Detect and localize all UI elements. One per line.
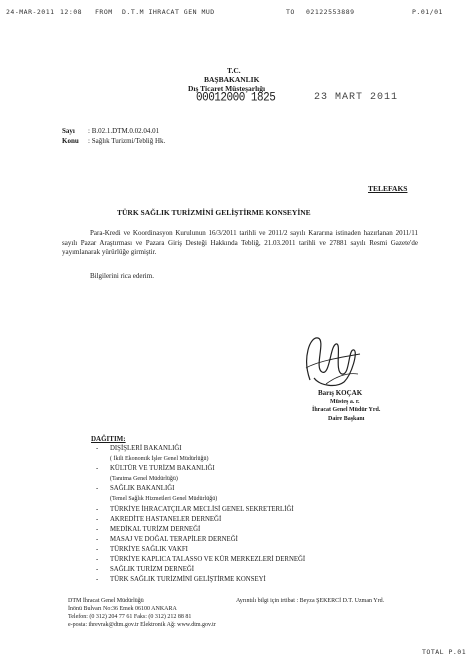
distribution-item-label: TÜRKİYE İHRACATÇILAR MECLİSİ GENEL SEKRETERLİĞİ	[110, 505, 294, 513]
distribution-item	[96, 555, 305, 565]
distribution-list	[96, 444, 305, 585]
distribution-item-label: MASAJ VE DOĞAL TERAPİLER DERNEĞİ	[110, 535, 238, 543]
footer-org: DTM İhracat Genel Müdürlüğü	[68, 598, 144, 604]
distribution-bullet: -	[96, 485, 99, 493]
footer-address: İnönü Bulvarı No:36 Emek 06100 ANKARA	[68, 606, 177, 612]
konu-value: : Sağlık Turizmi/Tebliğ Hk.	[88, 137, 166, 145]
konu-label: Konu	[62, 137, 79, 145]
distribution-item	[96, 575, 305, 585]
distribution-item-label: SAĞLIK BAKANLIĞI	[110, 485, 175, 493]
distribution-bullet: -	[96, 515, 99, 523]
fax-from: D.T.M IHRACAT GEN MUD	[122, 8, 215, 16]
registry-stamp-number: 00012000 1825	[196, 91, 276, 105]
fax-from-label: FROM	[95, 8, 113, 16]
distribution-bullet: -	[96, 566, 99, 574]
signatory-name: Barış KOÇAK	[318, 389, 363, 397]
distribution-item-sub-label: (Tanıtma Genel Müdürlüğü)	[110, 476, 178, 483]
signatory-title-1: Müsteş a. r.	[330, 399, 360, 405]
distribution-item	[96, 505, 305, 515]
fax-date: 24-MAR-2011	[6, 8, 55, 16]
signatory-title-2: İhracat Genel Müdür Yrd.	[312, 407, 381, 413]
fax-to-label: TO	[286, 8, 295, 16]
distribution-item	[96, 525, 305, 535]
distribution-item-label: TÜRK SAĞLIK TURİZMİNİ GELİŞTİRME KONSEYİ	[110, 576, 266, 584]
sayi-label: Sayı	[62, 127, 75, 135]
distribution-item-label: DIŞİŞLERİ BAKANLIĞI	[110, 445, 182, 452]
distribution-item	[96, 515, 305, 525]
distribution-bullet: -	[96, 535, 99, 543]
footer-email: e-posta: ihrevrak@dtm.gov.tr Elektronik Ağ: www.dtm.gov.tr	[68, 622, 216, 628]
body-paragraph: Para-Kredi ve Koordinasyon Kurulunun 16/3/2011 tarihli ve 2011/2 sayılı Kararına istinaden hazırlanan 2011/11 sayılı Pazar Araştırması ve Pazara Giriş Desteği Hakkında Tebliğ, 21.03.2011 tarihli ve 27881 sayılı Resmi Gazete'de yayımlanarak yürürlüğe girmiştir.	[62, 229, 418, 256]
distribution-bullet: -	[96, 505, 99, 513]
distribution-bullet: -	[96, 556, 99, 564]
letterhead-ministry: BAŞBAKANLIK	[204, 75, 260, 84]
telefaks-heading: TELEFAKS	[368, 184, 408, 193]
body-closing: Bilgilerini rica ederim.	[90, 272, 154, 280]
fax-total-pages: TOTAL P.01	[422, 648, 467, 656]
footer-contact: Ayrıntılı bilgi için irtibat : Beyza ŞEKERCİ D.T. Uzman Yrd.	[236, 598, 385, 604]
footer-phone: Telefon: (0 312) 204 77 61 Faks: (0 312) 212 88 81	[68, 614, 192, 620]
distribution-item-sub-label: ( İkili Ekonomik İşler Genel Müdürlüğü)	[110, 456, 209, 463]
distribution-item	[96, 535, 305, 545]
distribution-bullet: -	[96, 445, 99, 452]
distribution-item-label: TÜRKİYE KAPLICA TALASSO VE KÜR MERKEZLERİ DERNEĞİ	[110, 556, 306, 564]
distribution-item-sub	[96, 454, 305, 464]
distribution-item	[96, 444, 305, 454]
distribution-item	[96, 464, 305, 474]
distribution-item-label: KÜLTÜR VE TURİZM BAKANLIĞI	[110, 465, 215, 473]
distribution-item-label: TÜRKİYE SAĞLIK VAKFI	[110, 545, 188, 553]
distribution-bullet: -	[96, 525, 99, 533]
distribution-item	[96, 565, 305, 575]
distribution-item	[96, 545, 305, 555]
distribution-item-sub-label: (Temel Sağlık Hizmetleri Genel Müdürlüğü)	[110, 496, 218, 503]
distribution-item-label: AKREDİTE HASTANELER DERNEĞİ	[110, 515, 222, 523]
signature-scribble	[296, 328, 366, 390]
distribution-item-sub	[96, 494, 305, 504]
distribution-item-label: MEDİKAL TURİZM DERNEĞİ	[110, 525, 201, 533]
letterhead-undersecretariat: Dış Ticaret Müsteşarlığı	[188, 84, 266, 93]
sayi-value: : B.02.1.DTM.0.02.04.01	[88, 127, 160, 135]
distribution-bullet: -	[96, 465, 99, 473]
distribution-bullet: -	[96, 545, 99, 553]
distribution-item-label: SAĞLIK TURİZM DERNEĞİ	[110, 566, 195, 574]
recipient-title: TÜRK SAĞLIK TURİZMİNİ GELİŞTİRME KONSEYİNE	[117, 208, 311, 217]
signatory-title-3: Daire Başkanı	[328, 416, 365, 422]
fax-time: 12:08	[60, 8, 83, 16]
distribution-heading: DAĞITIM:	[91, 435, 126, 443]
distribution-item	[96, 484, 305, 494]
fax-page: P.01/01	[412, 8, 443, 16]
letterhead-tc: T.C.	[227, 66, 241, 75]
distribution-item-sub	[96, 474, 305, 484]
distribution-bullet: -	[96, 576, 99, 584]
registry-stamp-date: 23 MART 2011	[314, 92, 399, 103]
fax-to: 02122553889	[306, 8, 355, 16]
